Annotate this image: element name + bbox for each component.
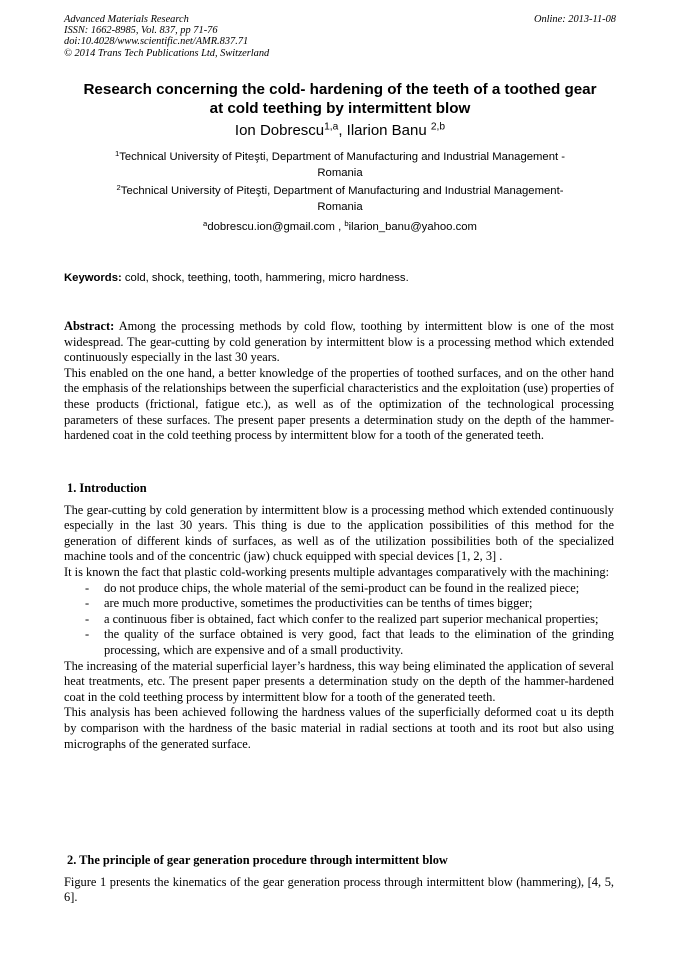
author-2-affiliation-mark: 2,b	[430, 121, 446, 133]
affiliation-2	[64, 183, 616, 215]
running-header	[64, 14, 616, 59]
author-1: Ion Dobrescu	[234, 122, 325, 139]
online-date: Online: 2013-11-08	[533, 14, 616, 25]
affiliation-1	[64, 149, 616, 181]
abstract-text-1: Among the processing methods by cold flow, toothing by intermittent blow is one of the most widespread. The gear-cutting by cold generation by intermittent blow is a processing method which extended continuously especially in the last 30 years.	[64, 319, 614, 365]
affiliation-2-line-2: Romania	[317, 201, 363, 213]
author-1-affiliation-mark: 1,a	[324, 121, 339, 133]
list-item	[64, 627, 614, 658]
intro-paragraph-1: The gear-cutting by cold generation by intermittent blow is a processing method which extended continuously especially in the last 30 years. This thing is due to the application possibilities of this method for the generation of different kinds of surfaces, as well as of the utilization possibilities both of the specialized machine tools and of the concentric (jaw) chuck equipped with special devices [1, 2, 3] .	[64, 502, 614, 564]
keywords-text: cold, shock, teething, tooth, hammering, micro hardness.	[121, 272, 409, 284]
title-line-2: at cold teething by intermittent blow	[209, 100, 471, 117]
introduction-heading: 1. Introduction	[67, 481, 147, 495]
section-2-paragraph-1: Figure 1 presents the kinematics of the gear generation process through intermittent blow (hammering), [4, 5, 6].	[64, 874, 614, 905]
keywords-label: Keywords:	[64, 272, 122, 284]
email-b[interactable]: ilarion_banu@yahoo.com	[348, 221, 477, 233]
affiliation-1-line-2: Romania	[317, 167, 363, 179]
list-item-text: the quality of the surface obtained is very good, fact that leads to the elimination of the grinding processing, which are expensive and of a small productivity.	[104, 627, 614, 657]
list-item	[64, 581, 614, 597]
affiliation-1-line-1: Technical University of Piteşti, Department of Manufacturing and Industrial Management -	[119, 151, 566, 163]
email-a-mark: a	[203, 218, 208, 228]
affiliation-2-mark: 2	[116, 182, 121, 192]
keywords	[64, 270, 616, 286]
list-item	[64, 596, 614, 612]
intro-paragraph-3: The increasing of the material superficial layer’s hardness, this way being eliminated the application of several heat treatments, etc. The present paper presents a determination study on the depth of the hammer-hardened coat in the cold teething process by intermittent blow for a tooth of the generated teeth.	[64, 658, 614, 704]
issn-line: ISSN: 1662-8985, Vol. 837, pp 71-76	[64, 25, 218, 37]
advantages-list	[64, 581, 614, 659]
intro-paragraph-4: This analysis has been achieved following the hardness values of the superficially deformed coat u its depth by comparison with the hardness of the basic material in radial sections at tooth and its root but also using micrographs of the generated surface.	[64, 705, 614, 751]
affiliation-1-mark: 1	[114, 148, 120, 158]
abstract-paragraph-2: This enabled on the one hand, a better knowledge of the properties of toothed surfaces, and on the other hand the emphasis of the relationships between the superficial characteristics and the exploitation (use) properties of these products (frictional, fatigue etc.), as well as of the optimization of the technological processing parameters of these surfaces. The present paper presents a determination study on the depth of the hammer-hardened coat in the cold teething process by intermittent blow for a tooth of the generated teeth.	[64, 365, 614, 443]
abstract-label: Abstract:	[64, 319, 115, 333]
list-dash: -	[85, 627, 90, 642]
list-item-text: are much more productive, sometimes the productivities can be tenths of times bigger;	[104, 596, 533, 611]
list-dash: -	[85, 611, 90, 626]
abstract-paragraph-1	[64, 319, 614, 366]
author-separator: ,	[338, 122, 347, 139]
section-2	[64, 853, 614, 906]
intro-paragraph-2: It is known the fact that plastic cold-working presents multiple advantages comparatively with the machining:	[64, 564, 610, 579]
journal-name: Advanced Materials Research	[64, 14, 189, 25]
list-dash: -	[85, 596, 90, 611]
author-list	[64, 121, 616, 141]
author-emails	[64, 219, 616, 235]
paper-title	[64, 80, 616, 118]
introduction-section	[64, 481, 614, 752]
affiliation-2-line-1: Technical University of Piteşti, Department of Manufacturing and Industrial Management-	[120, 185, 564, 197]
email-separator: ,	[334, 221, 345, 233]
doi-line: doi:10.4028/www.scientific.net/AMR.837.71	[64, 36, 249, 48]
list-dash: -	[85, 580, 90, 595]
section-2-heading: 2. The principle of gear generation procedure through intermittent blow	[67, 853, 448, 867]
list-item-text: a continuous fiber is obtained, fact which confer to the realized part superior mechanical properties;	[104, 611, 599, 626]
email-b-mark: b	[344, 218, 349, 228]
title-line-1: Research concerning the cold- hardening of the teeth of a toothed gear	[83, 81, 597, 98]
list-item-text: do not produce chips, the whole material of the semi-product can be found in the realized piece;	[104, 580, 580, 595]
copyright-line: © 2014 Trans Tech Publications Ltd, Switzerland	[64, 47, 270, 59]
list-item	[64, 612, 614, 628]
abstract-section	[64, 319, 614, 444]
author-2: Ilarion Banu	[346, 122, 431, 139]
email-a[interactable]: dobrescu.ion@gmail.com	[207, 221, 335, 233]
